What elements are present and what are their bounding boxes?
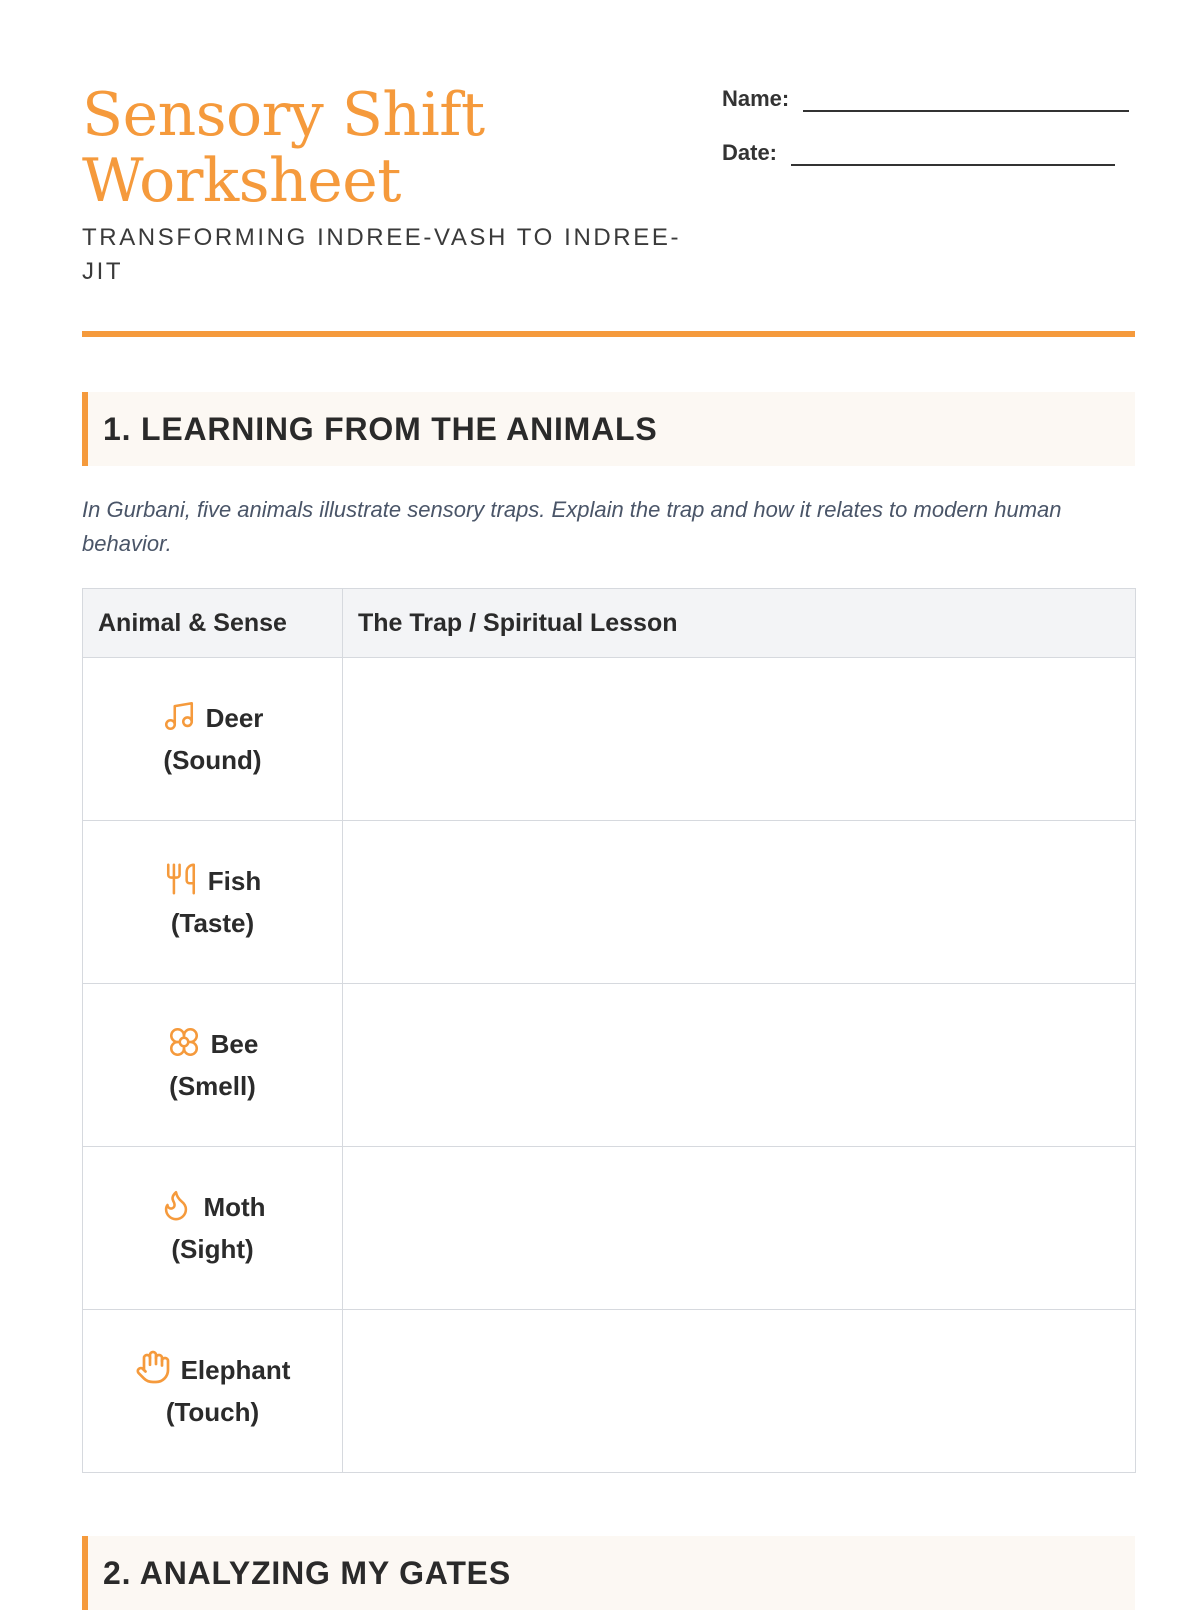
column-header-animal: Animal & Sense — [83, 589, 343, 658]
animal-name: Moth — [203, 1192, 266, 1222]
lesson-answer-cell[interactable] — [343, 658, 1136, 821]
flower-icon — [167, 1025, 201, 1059]
animal-cell-elephant — [83, 1310, 343, 1473]
animal-sense: (Sound) — [163, 745, 262, 775]
table-row — [83, 821, 1136, 984]
animal-cell-bee — [83, 984, 343, 1147]
date-input-line[interactable] — [791, 163, 1115, 166]
animal-sense: (Touch) — [165, 1397, 260, 1427]
music-note-icon — [162, 699, 196, 733]
table-row — [83, 1310, 1136, 1473]
animal-sense: (Taste) — [170, 908, 255, 938]
section-2-heading — [82, 1536, 1135, 1610]
animal-name: Elephant — [180, 1355, 291, 1385]
utensils-icon — [164, 862, 198, 896]
section-1-instructions: In Gurbani, five animals illustrate sensory traps. Explain the trap and how it relates to modern human behavior. — [82, 497, 1062, 556]
animal-cell-fish — [83, 821, 343, 984]
table-header-row — [83, 589, 1136, 658]
lesson-answer-cell[interactable] — [343, 821, 1136, 984]
section-1-heading — [82, 392, 1135, 466]
hand-icon — [135, 1349, 171, 1385]
animal-name: Deer — [205, 703, 264, 733]
animal-sense: (Sight) — [171, 1234, 254, 1264]
flame-icon — [159, 1188, 193, 1222]
name-label: Name: — [722, 86, 790, 111]
lesson-answer-cell[interactable] — [343, 1310, 1136, 1473]
date-label: Date: — [722, 140, 778, 165]
section-1-title: 1. LEARNING FROM THE ANIMALS — [103, 410, 658, 447]
column-header-lesson: The Trap / Spiritual Lesson — [343, 589, 1136, 658]
date-field[interactable] — [722, 140, 1115, 166]
table-row — [83, 984, 1136, 1147]
lesson-answer-cell[interactable] — [343, 984, 1136, 1147]
worksheet-subtitle: TRANSFORMING INDREE-VASH TO INDREE-JIT — [82, 224, 682, 285]
header-divider — [82, 331, 1135, 337]
animal-cell-moth — [83, 1147, 343, 1310]
lesson-answer-cell[interactable] — [343, 1147, 1136, 1310]
animal-name: Bee — [210, 1029, 259, 1059]
animal-sense: (Smell) — [169, 1071, 256, 1101]
animals-table — [82, 588, 1136, 1473]
section-2-title: 2. ANALYZING MY GATES — [103, 1554, 511, 1591]
table-row — [83, 1147, 1136, 1310]
table-row — [83, 658, 1136, 821]
worksheet-title: Sensory Shift Worksheet — [82, 80, 485, 216]
name-field[interactable] — [722, 86, 1129, 112]
animal-name: Fish — [207, 866, 262, 896]
animal-cell-deer — [83, 658, 343, 821]
name-input-line[interactable] — [803, 109, 1129, 112]
